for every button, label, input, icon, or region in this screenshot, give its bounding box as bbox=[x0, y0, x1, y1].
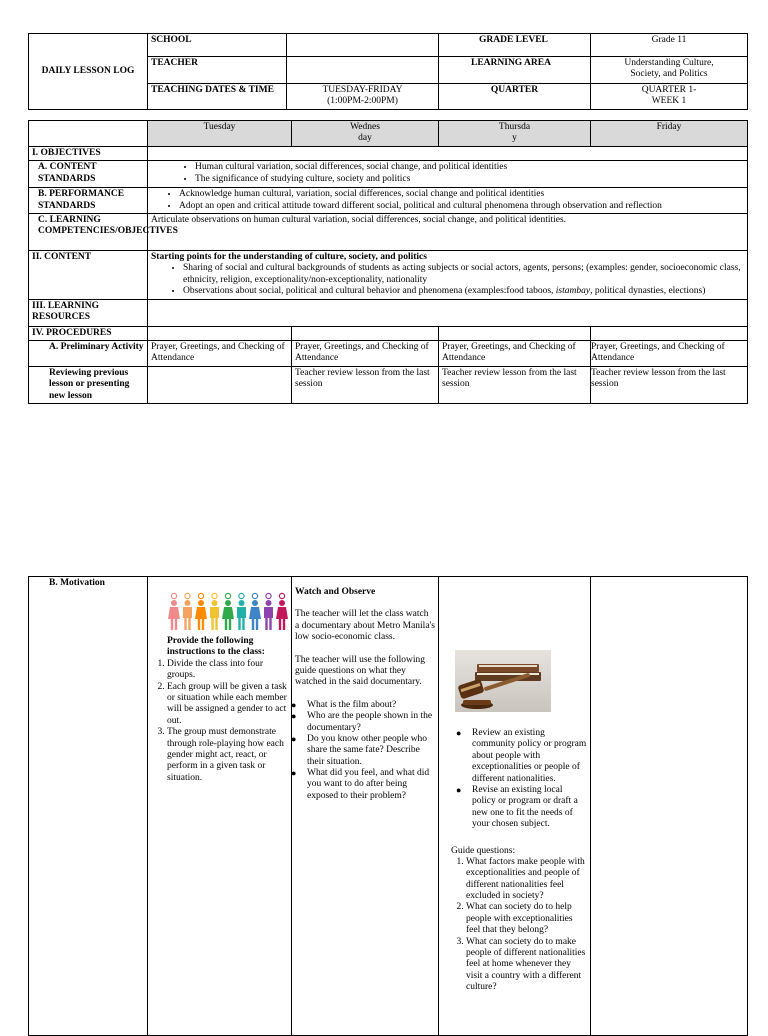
gavel-book-image bbox=[455, 650, 551, 712]
content-item-text: , political dynasties, elections) bbox=[590, 286, 706, 297]
reviewing-previous-lesson-label: Reviewing previous lesson or presenting new lesson bbox=[29, 366, 148, 403]
learning-area-label: LEARNING AREA bbox=[439, 57, 591, 84]
guide-question-item: ● Who are the people shown in the documentary? bbox=[291, 711, 435, 734]
day-wednesday-line-1: Wednes bbox=[350, 122, 380, 132]
procedures-heading: IV. PROCEDURES bbox=[29, 326, 148, 340]
policy-task-item: ● Review an existing community policy or program about people with exceptionalities or people of different nationalities. bbox=[456, 728, 587, 785]
gender-figures-graphic bbox=[167, 592, 291, 632]
gender-figure bbox=[264, 593, 273, 630]
quarter-value bbox=[591, 84, 748, 110]
content-standards-label: A. CONTENT STANDARDS bbox=[29, 161, 148, 188]
day-thursday-line-1: Thursda bbox=[498, 122, 531, 132]
teaching-dates-label: TEACHING DATES & TIME bbox=[148, 84, 287, 110]
objectives-heading: I. OBJECTIVES bbox=[29, 146, 148, 160]
content-item-text: Observations about social, political and cultural behavior and phenomena (examples:food taboos, bbox=[183, 286, 556, 297]
motivation-table bbox=[28, 576, 748, 1036]
procedures-blank bbox=[439, 326, 591, 340]
performance-standard-item: • Acknowledge human cultural, variation, social differences, social change and political identities bbox=[179, 189, 744, 200]
teaching-dates-line-2: (1:00PM-2:00PM) bbox=[327, 96, 398, 107]
motivation-thursday bbox=[439, 577, 591, 1036]
guide-question-item: ● What did you feel, and what did you want to do after being exposed to their problem? bbox=[291, 768, 435, 802]
school-label: SCHOOL bbox=[148, 34, 287, 57]
guide-question-item: ● What is the film about? bbox=[291, 700, 435, 711]
preliminary-activity-tuesday: Prayer, Greetings, and Checking of Attendance bbox=[148, 340, 292, 366]
daily-lesson-log-title: DAILY LESSON LOG bbox=[29, 34, 148, 110]
teaching-dates-line-1: TUESDAY-FRIDAY bbox=[322, 85, 403, 95]
learning-area-line-2: Society, and Politics bbox=[630, 69, 708, 80]
instructions-heading: Provide the following instructions to the class: bbox=[167, 636, 265, 658]
learning-resources-cell bbox=[148, 299, 748, 326]
learning-area-value bbox=[591, 57, 748, 84]
motivation-friday bbox=[591, 577, 748, 1036]
guide-question-item: ● Do you know other people who share the same fate? Describe their situation. bbox=[291, 734, 435, 768]
guide-question: 2. What can society do to help people with exceptionalities feel that they belong? bbox=[466, 902, 587, 936]
school-value bbox=[287, 34, 439, 57]
preliminary-activity-label: A. Preliminary Activity bbox=[29, 340, 148, 366]
review-tuesday bbox=[148, 366, 292, 403]
motivation-tuesday bbox=[148, 577, 292, 1036]
instruction-item: 1. Divide the class into four groups. bbox=[167, 659, 288, 682]
day-friday: Friday bbox=[591, 121, 748, 147]
objectives-blank bbox=[148, 146, 748, 160]
days-corner bbox=[29, 121, 148, 147]
review-thursday: Teacher review lesson from the last session bbox=[439, 366, 591, 403]
teaching-dates-value bbox=[287, 84, 439, 110]
gender-figure bbox=[276, 593, 288, 630]
lesson-log-table bbox=[28, 120, 748, 404]
performance-standards-label: B. PERFORMANCE STANDARDS bbox=[29, 188, 148, 214]
review-friday: Teacher review lesson from the last session bbox=[591, 366, 748, 403]
day-tuesday: Tuesday bbox=[148, 121, 292, 147]
grade-level-value: Grade 11 bbox=[591, 34, 748, 57]
content-standard-item: • Human cultural variation, social differences, social change, and political identities bbox=[195, 162, 744, 173]
teacher-value bbox=[287, 57, 439, 84]
content-item bbox=[183, 286, 744, 297]
preliminary-activity-thursday: Prayer, Greetings, and Checking of Attendance bbox=[439, 340, 591, 366]
day-wednesday-line-2: day bbox=[358, 133, 372, 144]
day-thursday bbox=[439, 121, 591, 147]
performance-standard-item: • Adopt an open and critical attitude toward different social, political and cultural phenomena through observation and reflection bbox=[179, 201, 744, 212]
watch-and-observe-heading: Watch and Observe bbox=[295, 587, 376, 597]
content-item: • Sharing of social and cultural backgrounds of students as acting subjects or social actors, agents, persons; (examples: gender, socioeconomic class, ethnicity, religion, exceptionality/non-exceptionality, nationality bbox=[183, 263, 744, 286]
teacher-label: TEACHER bbox=[148, 57, 287, 84]
gender-figure bbox=[222, 593, 234, 630]
gender-figure bbox=[237, 593, 246, 630]
procedures-blank bbox=[148, 326, 292, 340]
documentary-paragraph: The teacher will let the class watch a documentary about Metro Manila's low socio-economic class. bbox=[295, 609, 435, 643]
quarter-line-1: QUARTER 1- bbox=[641, 85, 697, 95]
motivation-wednesday bbox=[292, 577, 439, 1036]
content-standard-item: • The significance of studying culture, society and politics bbox=[195, 174, 744, 185]
content-title: Starting points for the understanding of culture, society, and politics bbox=[151, 251, 427, 262]
instruction-item: 3. The group must demonstrate through role-playing how each gender might act, react, or perform in a given task or situation. bbox=[167, 727, 288, 784]
guide-questions-paragraph: The teacher will use the following guide questions on what they watched in the said documentary. bbox=[295, 654, 426, 688]
day-wednesday bbox=[292, 121, 439, 147]
preliminary-activity-friday: Prayer, Greetings, and Checking of Attendance bbox=[591, 340, 748, 366]
gender-figure bbox=[183, 593, 192, 630]
procedures-blank bbox=[591, 326, 748, 340]
learning-competencies-text: Articulate observations on human cultural variation, social differences, social change, and political identities. bbox=[148, 213, 748, 250]
gender-figure bbox=[195, 593, 207, 630]
gender-figure bbox=[168, 593, 180, 630]
quarter-label: QUARTER bbox=[439, 84, 591, 110]
grade-level-label: GRADE LEVEL bbox=[439, 34, 591, 57]
guide-question: 3. What can society do to make people of different nationalities feel at home whenever they visit a country with a different culture? bbox=[466, 937, 587, 994]
learning-area-line-1: Understanding Culture, bbox=[624, 58, 714, 68]
policy-task-item: ● Revise an existing local policy or program or draft a new one to fit the needs of your chosen subject. bbox=[456, 785, 587, 831]
learning-competencies-label: C. LEARNING COMPETENCIES/OBJECTIVES bbox=[29, 213, 148, 250]
gender-figures-image bbox=[167, 592, 288, 632]
procedures-blank bbox=[292, 326, 439, 340]
motivation-label: B. Motivation bbox=[29, 577, 148, 1036]
preliminary-activity-wednesday: Prayer, Greetings, and Checking of Attendance bbox=[292, 340, 439, 366]
review-wednesday: Teacher review lesson from the last session bbox=[292, 366, 439, 403]
quarter-line-2: WEEK 1 bbox=[651, 96, 687, 107]
learning-resources-label: III. LEARNING RESOURCES bbox=[29, 299, 148, 326]
book-stack bbox=[475, 664, 541, 681]
content-label: II. CONTENT bbox=[29, 250, 148, 299]
content-item-emphasis: istambay bbox=[555, 286, 591, 297]
gavel-book-graphic bbox=[455, 650, 551, 712]
gender-figure bbox=[210, 593, 219, 630]
content-standards-cell bbox=[148, 161, 748, 188]
guide-question: 1. What factors make people with exceptionalities and people of different nationalities feel excluded in society? bbox=[466, 857, 587, 903]
header-table bbox=[28, 33, 748, 110]
gender-figure bbox=[249, 593, 261, 630]
guide-questions-label: Guide questions: bbox=[451, 845, 516, 856]
day-thursday-line-2: y bbox=[512, 133, 517, 144]
performance-standards-cell bbox=[148, 188, 748, 214]
content-cell bbox=[148, 250, 748, 299]
instruction-item: 2. Each group will be given a task or situation while each member will be assigned a gender to act out. bbox=[167, 682, 288, 728]
